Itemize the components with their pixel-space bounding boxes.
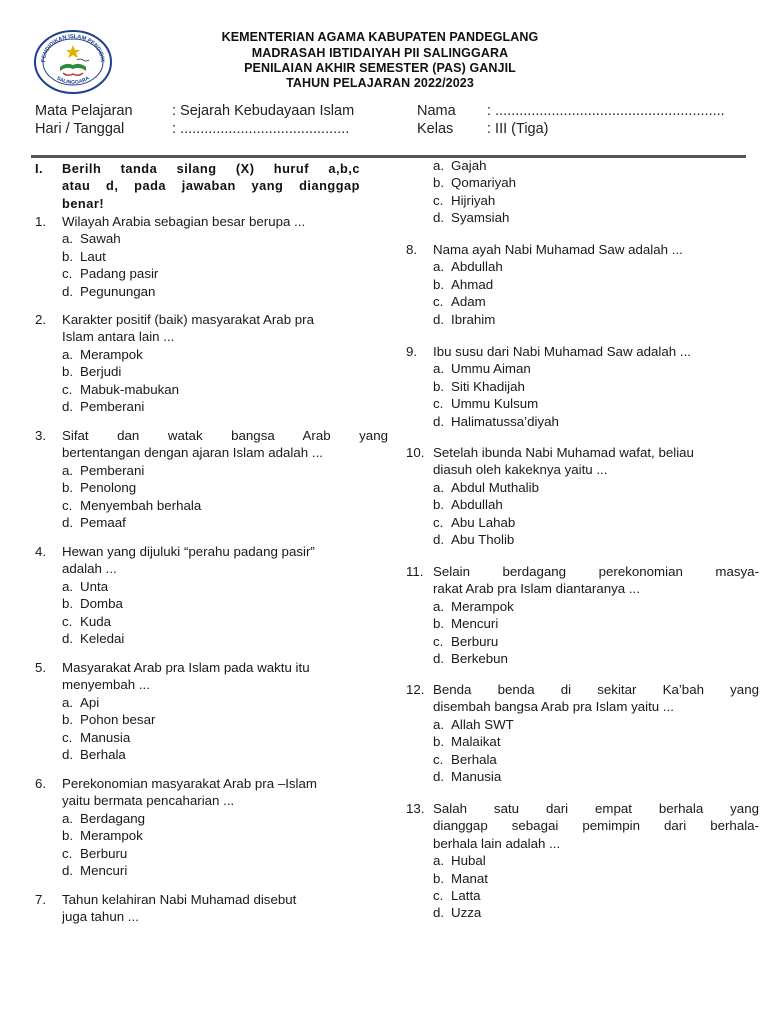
question-stem: Wilayah Arabia sebagian besar berupa ... — [62, 214, 306, 229]
answer-option[interactable] — [433, 395, 538, 412]
question-stem: Setelah ibunda Nabi Muhamad wafat, beliau — [433, 445, 694, 460]
answer-option[interactable] — [62, 810, 145, 827]
option-text: Ahmad — [451, 276, 494, 292]
answer-option[interactable] — [433, 479, 539, 496]
answer-option[interactable] — [433, 258, 503, 275]
option-text: Domba — [80, 596, 123, 612]
option-text: Mencuri — [451, 616, 499, 632]
option-text: Pemaaf — [80, 515, 126, 530]
option-letter: a. — [62, 810, 74, 826]
answer-option[interactable] — [433, 496, 503, 513]
option-text: Abu Tholib — [451, 532, 515, 547]
option-letter: d. — [433, 651, 445, 666]
option-text: Abdullah — [451, 259, 503, 275]
option-letter: b. — [433, 616, 445, 632]
option-text: Ummu Kulsum — [451, 396, 539, 412]
option-letter: d. — [433, 210, 445, 226]
answer-option[interactable] — [62, 346, 143, 363]
answer-option[interactable] — [62, 230, 121, 247]
option-letter: d. — [433, 532, 445, 547]
answer-option[interactable] — [433, 633, 498, 650]
answer-option[interactable] — [433, 293, 486, 310]
option-letter: c. — [433, 633, 444, 649]
answer-option[interactable] — [62, 479, 136, 496]
option-letter: c. — [433, 396, 444, 412]
option-text: Pegunungan — [80, 283, 156, 299]
answer-option[interactable] — [62, 630, 124, 647]
option-text: Halimatussa’diyah — [451, 413, 559, 429]
option-letter: a. — [433, 158, 445, 173]
option-text: Hubal — [451, 853, 486, 869]
instruction-line: Berilh tanda silang (X) huruf a,b,c — [62, 161, 360, 176]
option-text: Berburu — [451, 633, 499, 649]
answer-option[interactable] — [62, 283, 155, 300]
question-stem: Tahun kelahiran Nabi Muhamad disebut — [62, 892, 297, 907]
option-text: Laut — [80, 248, 106, 264]
option-letter: b. — [62, 828, 74, 844]
question-number: 5. — [35, 660, 47, 675]
option-text: Abdul Muthalib — [451, 479, 539, 495]
question-stem: Nama ayah Nabi Muhamad Saw adalah ... — [433, 242, 683, 257]
name-label: Nama — [417, 103, 456, 119]
option-letter: a. — [433, 853, 445, 869]
question-number: 8. — [406, 242, 418, 257]
question-stem: yaitu bermata pencaharian ... — [62, 793, 235, 809]
question-stem: bertentangan dengan ajaran Islam adalah ... — [62, 445, 323, 461]
option-letter: d. — [62, 399, 74, 414]
option-text: Adam — [451, 294, 486, 310]
school-emblem-icon — [33, 29, 113, 95]
option-letter: b. — [433, 276, 445, 292]
date-label: Hari / Tanggal — [35, 121, 125, 137]
question-number: 7. — [35, 892, 47, 907]
option-text: Pohon besar — [80, 712, 156, 728]
answer-option[interactable] — [62, 746, 126, 763]
question-stem: dianggap sebagai pemimpin dari berhala- — [433, 818, 759, 834]
option-letter: a. — [62, 231, 74, 247]
instruction-line: atau d, pada jawaban yang dianggap — [62, 178, 360, 194]
option-text: Sawah — [80, 231, 121, 247]
option-letter: a. — [62, 694, 74, 710]
option-text: Ibrahim — [451, 311, 496, 327]
option-letter: b. — [433, 378, 445, 394]
answer-option[interactable] — [62, 265, 158, 282]
option-letter: c. — [433, 514, 444, 530]
option-text: Malaikat — [451, 734, 501, 750]
option-text: Abdullah — [451, 497, 503, 513]
option-letter: c. — [433, 192, 444, 208]
option-text: Mabuk-mabukan — [80, 381, 180, 397]
answer-option[interactable] — [433, 852, 486, 869]
option-letter: a. — [62, 346, 74, 362]
answer-option[interactable] — [62, 694, 99, 711]
option-text: Berdagang — [80, 810, 146, 826]
question-stem: disembah bangsa Arab pra Islam yaitu ... — [433, 699, 674, 715]
answer-option[interactable] — [433, 276, 493, 293]
option-letter: b. — [433, 870, 445, 886]
class-value: : III (Tiga) — [487, 121, 549, 137]
option-text: Merampok — [80, 346, 143, 362]
option-letter: a. — [433, 479, 445, 495]
option-text: Keledai — [80, 631, 125, 646]
question-stem: Masyarakat Arab pra Islam pada waktu itu — [62, 660, 310, 675]
answer-option[interactable] — [433, 209, 509, 226]
option-text: Berhala — [451, 751, 497, 767]
question-number: 3. — [35, 428, 47, 443]
academic-year: TAHUN PELAJARAN 2022/2023 — [286, 76, 474, 90]
subject-value: : Sejarah Kebudayaan Islam — [172, 103, 355, 119]
option-text: Abu Lahab — [451, 514, 516, 530]
question-stem: Ibu susu dari Nabi Muhamad Saw adalah ... — [433, 344, 691, 359]
option-letter: d. — [433, 905, 445, 921]
option-letter: c. — [62, 729, 73, 745]
answer-option[interactable] — [62, 578, 108, 595]
answer-option[interactable] — [62, 595, 123, 612]
answer-option[interactable] — [62, 613, 111, 630]
option-letter: c. — [62, 613, 73, 629]
logo-ring-top-text: PENDIDIKAN ISLAM PENDIDIK — [40, 33, 106, 63]
option-letter: b. — [62, 248, 74, 264]
option-text: Berhala — [80, 747, 126, 762]
option-letter: a. — [433, 361, 445, 377]
ministry-title: KEMENTERIAN AGAMA KABUPATEN PANDEGLANG — [221, 30, 539, 44]
option-text: Gajah — [451, 158, 487, 173]
answer-option[interactable] — [62, 827, 143, 844]
option-text: Manusia — [80, 729, 131, 745]
option-letter: d. — [62, 515, 74, 530]
answer-option[interactable] — [62, 711, 155, 728]
answer-option[interactable] — [433, 192, 495, 209]
option-letter: c. — [62, 845, 73, 861]
option-text: Berkebun — [451, 651, 508, 666]
answer-option[interactable] — [433, 514, 515, 531]
option-text: Qomariyah — [451, 175, 517, 191]
option-letter: c. — [433, 751, 444, 767]
school-name: MADRASAH IBTIDAIYAH PII SALINGGARA — [251, 46, 509, 60]
question-number: 4. — [35, 544, 47, 559]
answer-option[interactable] — [62, 381, 179, 398]
option-letter: b. — [433, 734, 445, 750]
option-letter: b. — [62, 712, 74, 728]
question-stem: Perekonomian masyarakat Arab pra –Islam — [62, 776, 317, 791]
option-text: Syamsiah — [451, 210, 510, 226]
question-stem: Benda benda di sekitar Ka’bah yang — [433, 682, 759, 697]
option-letter: b. — [433, 497, 445, 513]
answer-option[interactable] — [433, 650, 508, 667]
answer-option[interactable] — [433, 904, 481, 921]
answer-option[interactable] — [433, 598, 514, 615]
option-text: Penolong — [80, 480, 137, 496]
option-text: Pemberani — [80, 462, 145, 478]
answer-option[interactable] — [62, 248, 106, 265]
question-number: 10. — [406, 445, 425, 460]
question-stem: Salah satu dari empat berhala yang — [433, 801, 759, 816]
question-stem: diasuh oleh kakeknya yaitu ... — [433, 462, 608, 478]
option-text: Hijriyah — [451, 192, 496, 208]
option-letter: b. — [62, 364, 74, 380]
answer-option[interactable] — [433, 360, 531, 377]
answer-option[interactable] — [433, 174, 516, 191]
option-text: Merampok — [451, 598, 514, 614]
logo-ring-bottom-text: SALINGGARA — [55, 75, 91, 86]
option-letter: d. — [62, 863, 74, 878]
option-text: Ummu Aiman — [451, 361, 531, 377]
header-divider — [31, 155, 746, 158]
option-letter: d. — [62, 283, 74, 299]
question-stem: adalah ... — [62, 561, 117, 577]
option-letter: b. — [433, 175, 445, 191]
question-number: 11. — [406, 564, 424, 579]
answer-option[interactable] — [62, 363, 121, 380]
option-text: Uzza — [451, 905, 482, 921]
question-stem: rakat Arab pra Islam diantaranya ... — [433, 581, 640, 597]
answer-option[interactable] — [433, 157, 486, 174]
question-stem: menyembah ... — [62, 677, 150, 693]
question-number: 2. — [35, 312, 47, 327]
date-field[interactable]: : .......................................... — [172, 121, 350, 137]
answer-option[interactable] — [62, 462, 144, 479]
answer-option[interactable] — [433, 413, 559, 430]
answer-option[interactable] — [433, 531, 514, 548]
option-letter: c. — [433, 294, 444, 310]
option-letter: a. — [433, 716, 445, 732]
option-text: Pemberani — [80, 399, 145, 414]
question-stem: Hewan yang dijuluki “perahu padang pasir” — [62, 544, 315, 559]
option-text: Kuda — [80, 613, 112, 629]
answer-option[interactable] — [62, 514, 126, 531]
answer-option[interactable] — [433, 768, 501, 785]
option-text: Merampok — [80, 828, 143, 844]
option-text: Berjudi — [80, 364, 122, 380]
school-logo — [33, 29, 113, 95]
question-number: 12. — [406, 682, 425, 697]
option-text: Allah SWT — [451, 716, 514, 732]
question-number: 6. — [35, 776, 47, 791]
option-text: Berburu — [80, 845, 128, 861]
subject-label: Mata Pelajaran — [35, 103, 133, 119]
answer-option[interactable] — [62, 497, 201, 514]
exam-title: PENILAIAN AKHIR SEMESTER (PAS) GANJIL — [244, 61, 516, 75]
option-letter: b. — [62, 480, 74, 496]
question-number: 1. — [35, 214, 47, 229]
option-letter: c. — [62, 266, 73, 282]
option-letter: d. — [433, 413, 445, 429]
question-stem: Islam antara lain ... — [62, 329, 175, 345]
option-letter: c. — [62, 381, 73, 397]
answer-option[interactable] — [433, 615, 498, 632]
section-number: I. — [35, 161, 44, 176]
answer-option[interactable] — [62, 398, 144, 415]
option-letter: b. — [62, 596, 74, 612]
question-number: 13. — [406, 801, 425, 816]
option-text: Siti Khadijah — [451, 378, 525, 394]
option-letter: c. — [433, 888, 444, 903]
option-text: Padang pasir — [80, 266, 159, 282]
answer-option[interactable] — [433, 751, 497, 768]
answer-option[interactable] — [433, 887, 481, 904]
answer-option[interactable] — [433, 870, 488, 887]
option-text: Mencuri — [80, 863, 128, 878]
question-stem: juga tahun ... — [62, 909, 139, 925]
option-letter: d. — [433, 311, 445, 327]
answer-option[interactable] — [433, 378, 525, 395]
option-letter: c. — [62, 497, 73, 513]
question-number: 9. — [406, 344, 418, 359]
answer-option[interactable] — [62, 729, 130, 746]
answer-option[interactable] — [433, 733, 501, 750]
option-letter: a. — [62, 462, 74, 478]
name-field[interactable]: : ......................................................... — [487, 103, 725, 119]
option-text: Manusia — [451, 769, 502, 784]
answer-option[interactable] — [433, 311, 495, 328]
option-letter: a. — [433, 598, 445, 614]
option-text: Menyembah berhala — [80, 497, 202, 513]
answer-option[interactable] — [433, 716, 514, 733]
option-letter: a. — [433, 259, 445, 275]
option-letter: d. — [62, 747, 74, 762]
answer-option[interactable] — [62, 845, 127, 862]
option-text: Manat — [451, 870, 488, 886]
option-text: Latta — [451, 888, 481, 903]
question-stem: berhala lain adalah ... — [433, 835, 561, 851]
option-text: Unta — [80, 578, 109, 594]
answer-option[interactable] — [62, 862, 127, 879]
instruction-line: benar! — [62, 195, 105, 211]
option-letter: d. — [433, 769, 445, 784]
class-label: Kelas — [417, 121, 454, 137]
option-letter: a. — [62, 578, 74, 594]
question-stem: Sifat dan watak bangsa Arab yang — [62, 428, 388, 443]
question-stem: Karakter positif (baik) masyarakat Arab pra — [62, 312, 315, 327]
option-text: Api — [80, 694, 100, 710]
question-stem: Selain berdagang perekonomian masya- — [433, 564, 759, 579]
option-letter: d. — [62, 631, 74, 646]
